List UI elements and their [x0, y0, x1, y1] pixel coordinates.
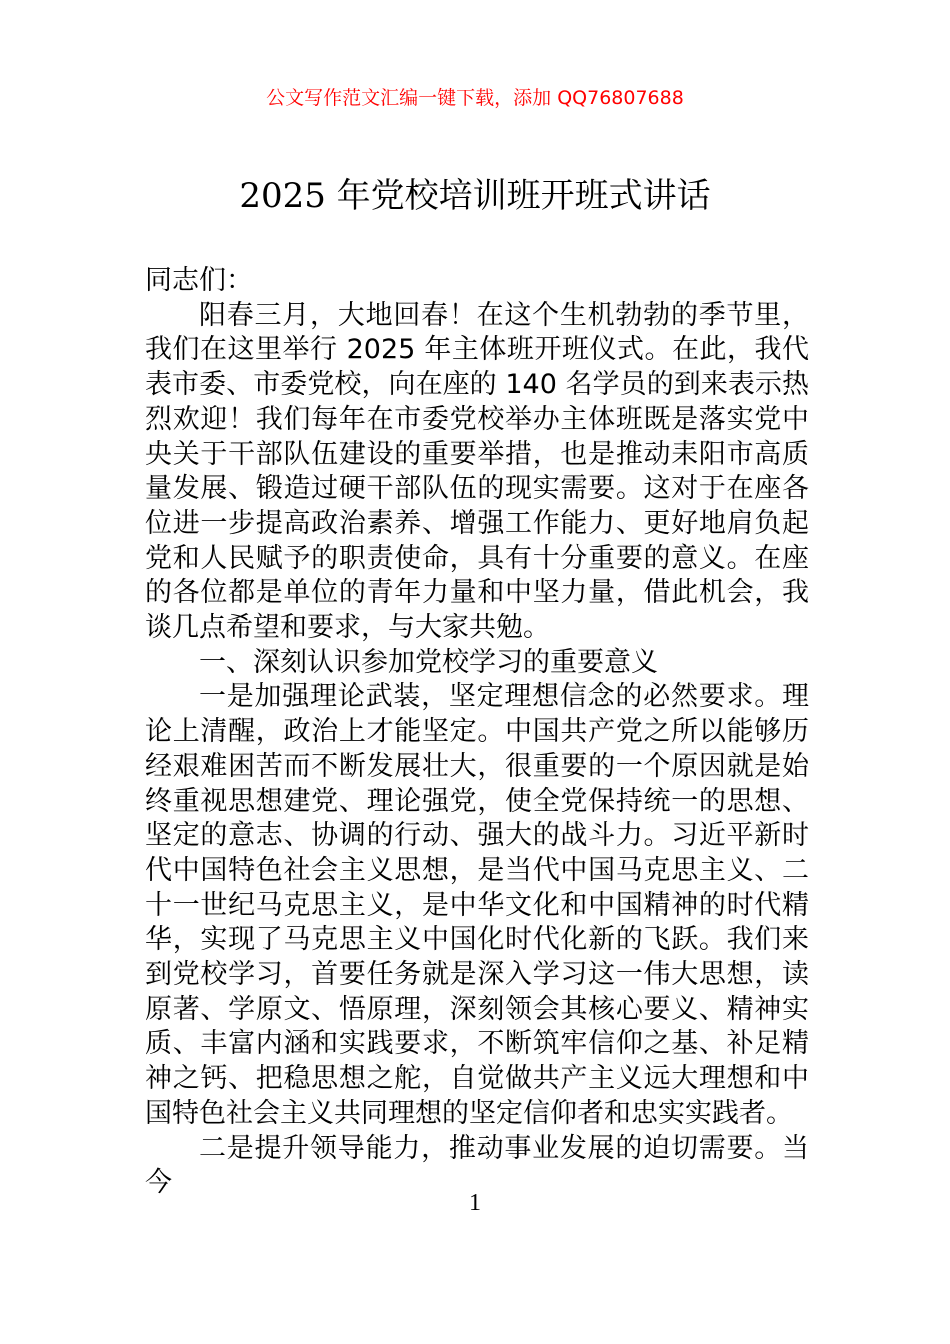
- page-number: 1: [469, 1190, 481, 1216]
- salutation: 同志们：: [145, 265, 253, 296]
- document-body: [145, 264, 809, 1201]
- paragraph-opening: 阳春三月，大地回春！在这个生机勃勃的季节里，我们在这里举行 2025 年主体班开班仪式。在此，我代表市委、市委党校，向在座的 140 名学员的到来表示热烈欢迎！我们每年在市委党校举办主体班既是落实党中央关于干部队伍建设的重要举措，也是推动耒阳市高质量发展、锻造过硬干部队伍的现实需要。这对于在座各位进一步提高政治素养、增强工作能力、更好地肩负起党和人民赋予的职责使命，具有十分重要的意义。在座的各位都是单位的青年力量和中坚力量，借此机会，我谈几点希望和要求，与大家共勉。: [145, 299, 809, 644]
- paragraph-point-2: 二是提升领导能力，推动事业发展的迫切需要。当今: [145, 1132, 809, 1199]
- header-download-note: 公文写作范文汇编一键下载，添加 QQ76807688: [266, 87, 684, 109]
- paragraph-point-1: 一是加强理论武装，坚定理想信念的必然要求。理论上清醒，政治上才能坚定。中国共产党之所以能够历经艰难困苦而不断发展壮大，很重要的一个原因就是始终重视思想建党、理论强党，使全党保持统一的思想、坚定的意志、协调的行动、强大的战斗力。习近平新时代中国特色社会主义思想，是当代中国马克思主义、二十一世纪马克思主义，是中华文化和中国精神的时代精华，实现了马克思主义中国化时代化新的飞跃。我们来到党校学习，首要任务就是深入学习这一伟大思想，读原著、学原文、悟原理，深刻领会其核心要义、精神实质、丰富内涵和实践要求，不断筑牢信仰之基、补足精神之钙、把稳思想之舵，自觉做共产主义远大理想和中国特色社会主义共同理想的坚定信仰者和忠实实践者。: [145, 681, 809, 1129]
- section-heading-1: 一、深刻认识参加党校学习的重要意义: [199, 646, 658, 678]
- document-title: 2025 年党校培训班开班式讲话: [239, 176, 711, 216]
